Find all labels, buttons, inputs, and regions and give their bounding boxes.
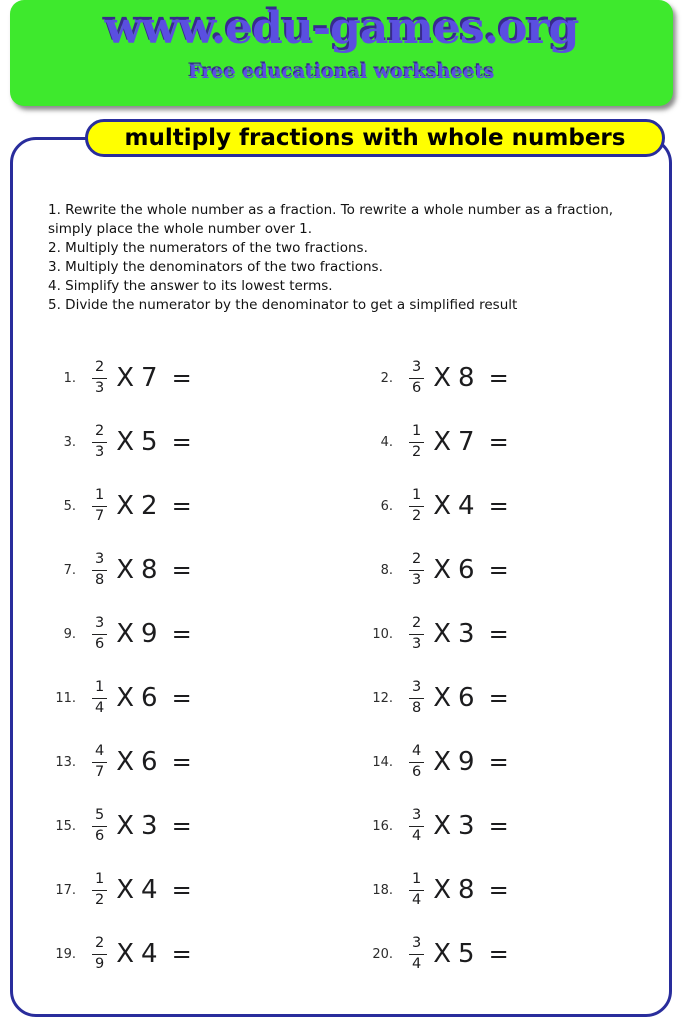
fraction-denominator: 4 — [412, 955, 422, 972]
fraction — [92, 680, 107, 715]
problem-row — [341, 742, 672, 782]
multiply-operator: X — [433, 491, 452, 521]
whole-number: 3 — [458, 619, 475, 649]
equals-sign: = — [171, 428, 192, 456]
multiply-operator: X — [116, 491, 135, 521]
equals-sign: = — [171, 620, 192, 648]
problem-number: 13. — [55, 754, 76, 770]
equals-sign: = — [171, 876, 192, 904]
whole-number: 5 — [141, 427, 158, 457]
fraction — [92, 424, 107, 459]
fraction-numerator: 2 — [409, 552, 424, 570]
fraction — [409, 680, 424, 715]
equals-sign: = — [488, 812, 509, 840]
fraction-denominator: 3 — [412, 571, 422, 588]
problem-row — [10, 806, 341, 846]
problem-number: 19. — [55, 946, 76, 962]
fraction-denominator: 4 — [95, 699, 105, 716]
whole-number: 6 — [141, 683, 158, 713]
equals-sign: = — [171, 940, 192, 968]
fraction-numerator: 1 — [92, 488, 107, 506]
fraction-numerator: 2 — [409, 616, 424, 634]
fraction-denominator: 2 — [412, 507, 422, 524]
whole-number: 3 — [458, 811, 475, 841]
problem-row — [10, 422, 341, 462]
fraction-denominator: 4 — [412, 827, 422, 844]
fraction — [409, 488, 424, 523]
fraction-numerator: 1 — [409, 424, 424, 442]
fraction — [92, 744, 107, 779]
problem-number: 4. — [380, 434, 393, 450]
problem-row — [341, 614, 672, 654]
fraction-numerator: 2 — [92, 360, 107, 378]
fraction — [409, 936, 424, 971]
multiply-operator: X — [116, 555, 135, 585]
problem-number: 18. — [372, 882, 393, 898]
problem-number: 2. — [380, 370, 393, 386]
whole-number: 8 — [141, 555, 158, 585]
problem-number: 10. — [372, 626, 393, 642]
fraction-numerator: 2 — [92, 936, 107, 954]
multiply-operator: X — [116, 619, 135, 649]
problem-number: 7. — [63, 562, 76, 578]
fraction-numerator: 5 — [92, 808, 107, 826]
instruction-line: 3. Multiply the denominators of the two fractions. — [48, 259, 383, 275]
whole-number: 7 — [458, 427, 475, 457]
whole-number: 9 — [141, 619, 158, 649]
equals-sign: = — [488, 556, 509, 584]
fraction-denominator: 8 — [95, 571, 105, 588]
problem-row — [10, 870, 341, 910]
problem-row — [341, 678, 672, 718]
fraction-numerator: 3 — [92, 616, 107, 634]
instructions-list — [48, 201, 646, 315]
problem-row — [10, 742, 341, 782]
fraction — [409, 744, 424, 779]
whole-number: 6 — [141, 747, 158, 777]
whole-number: 4 — [141, 875, 158, 905]
problem-row — [341, 870, 672, 910]
worksheet-title: multiply fractions with whole numbers — [124, 125, 626, 151]
fraction-denominator: 4 — [412, 891, 422, 908]
multiply-operator: X — [116, 683, 135, 713]
fraction-numerator: 3 — [92, 552, 107, 570]
fraction-numerator: 1 — [92, 680, 107, 698]
fraction-numerator: 1 — [92, 872, 107, 890]
fraction — [409, 552, 424, 587]
multiply-operator: X — [433, 427, 452, 457]
multiply-operator: X — [116, 427, 135, 457]
instruction-line: 1. Rewrite the whole number as a fraction. To rewrite a whole number as a fraction, simply place the whole number over 1. — [48, 202, 614, 237]
multiply-operator: X — [116, 811, 135, 841]
multiply-operator: X — [433, 939, 452, 969]
whole-number: 4 — [458, 491, 475, 521]
fraction — [92, 808, 107, 843]
whole-number: 3 — [141, 811, 158, 841]
multiply-operator: X — [433, 683, 452, 713]
fraction — [92, 488, 107, 523]
worksheet-title-pill — [85, 119, 665, 157]
problem-number: 1. — [63, 370, 76, 386]
equals-sign: = — [488, 876, 509, 904]
fraction-denominator: 6 — [412, 379, 422, 396]
whole-number: 6 — [458, 683, 475, 713]
equals-sign: = — [171, 684, 192, 712]
multiply-operator: X — [433, 619, 452, 649]
whole-number: 6 — [458, 555, 475, 585]
problem-row — [341, 934, 672, 974]
fraction-numerator: 3 — [409, 936, 424, 954]
equals-sign: = — [171, 556, 192, 584]
fraction-numerator: 1 — [409, 488, 424, 506]
problem-number: 20. — [372, 946, 393, 962]
multiply-operator: X — [116, 875, 135, 905]
equals-sign: = — [488, 428, 509, 456]
problem-number: 14. — [372, 754, 393, 770]
problem-number: 9. — [63, 626, 76, 642]
fraction-denominator: 3 — [412, 635, 422, 652]
equals-sign: = — [488, 620, 509, 648]
fraction — [409, 360, 424, 395]
equals-sign: = — [488, 940, 509, 968]
problem-row — [341, 806, 672, 846]
whole-number: 8 — [458, 875, 475, 905]
fraction-denominator: 9 — [95, 955, 105, 972]
problem-number: 3. — [63, 434, 76, 450]
header-banner — [10, 0, 673, 106]
problem-row — [10, 358, 341, 398]
whole-number: 5 — [458, 939, 475, 969]
fraction-numerator: 3 — [409, 360, 424, 378]
multiply-operator: X — [116, 747, 135, 777]
fraction — [92, 616, 107, 651]
fraction — [92, 360, 107, 395]
whole-number: 2 — [141, 491, 158, 521]
fraction — [92, 936, 107, 971]
fraction-denominator: 6 — [412, 763, 422, 780]
multiply-operator: X — [433, 811, 452, 841]
fraction-denominator: 2 — [95, 891, 105, 908]
equals-sign: = — [171, 492, 192, 520]
problem-row — [10, 486, 341, 526]
problem-row — [341, 550, 672, 590]
equals-sign: = — [488, 364, 509, 392]
instruction-line: 5. Divide the numerator by the denominator to get a simplified result — [48, 297, 518, 313]
multiply-operator: X — [433, 363, 452, 393]
whole-number: 7 — [141, 363, 158, 393]
problem-number: 5. — [63, 498, 76, 514]
problem-row — [341, 422, 672, 462]
fraction-denominator: 2 — [412, 443, 422, 460]
fraction-numerator: 4 — [92, 744, 107, 762]
multiply-operator: X — [116, 363, 135, 393]
problem-row — [10, 934, 341, 974]
problem-number: 11. — [55, 690, 76, 706]
problems-grid — [10, 358, 672, 974]
whole-number: 8 — [458, 363, 475, 393]
equals-sign: = — [488, 492, 509, 520]
multiply-operator: X — [433, 747, 452, 777]
equals-sign: = — [488, 684, 509, 712]
fraction-denominator: 7 — [95, 507, 105, 524]
fraction-numerator: 1 — [409, 872, 424, 890]
equals-sign: = — [488, 748, 509, 776]
multiply-operator: X — [116, 939, 135, 969]
problem-number: 17. — [55, 882, 76, 898]
whole-number: 9 — [458, 747, 475, 777]
fraction — [409, 808, 424, 843]
fraction-numerator: 3 — [409, 808, 424, 826]
fraction-numerator: 4 — [409, 744, 424, 762]
problem-number: 6. — [380, 498, 393, 514]
site-title: www.edu-games.org — [104, 3, 579, 54]
equals-sign: = — [171, 748, 192, 776]
fraction-denominator: 3 — [95, 379, 105, 396]
fraction-denominator: 6 — [95, 827, 105, 844]
problem-number: 16. — [372, 818, 393, 834]
instruction-line: 4. Simplify the answer to its lowest terms. — [48, 278, 333, 294]
fraction — [409, 616, 424, 651]
fraction-numerator: 2 — [92, 424, 107, 442]
multiply-operator: X — [433, 875, 452, 905]
site-subtitle: Free educational worksheets — [188, 61, 495, 83]
fraction-numerator: 3 — [409, 680, 424, 698]
problem-number: 8. — [380, 562, 393, 578]
equals-sign: = — [171, 812, 192, 840]
equals-sign: = — [171, 364, 192, 392]
problem-row — [10, 550, 341, 590]
problem-row — [341, 358, 672, 398]
fraction-denominator: 8 — [412, 699, 422, 716]
fraction-denominator: 7 — [95, 763, 105, 780]
problem-number: 12. — [372, 690, 393, 706]
problem-row — [10, 614, 341, 654]
problem-row — [341, 486, 672, 526]
fraction-denominator: 3 — [95, 443, 105, 460]
fraction — [409, 424, 424, 459]
fraction-denominator: 6 — [95, 635, 105, 652]
instruction-line: 2. Multiply the numerators of the two fractions. — [48, 240, 368, 256]
problem-row — [10, 678, 341, 718]
fraction — [409, 872, 424, 907]
problem-number: 15. — [55, 818, 76, 834]
fraction — [92, 872, 107, 907]
multiply-operator: X — [433, 555, 452, 585]
whole-number: 4 — [141, 939, 158, 969]
fraction — [92, 552, 107, 587]
